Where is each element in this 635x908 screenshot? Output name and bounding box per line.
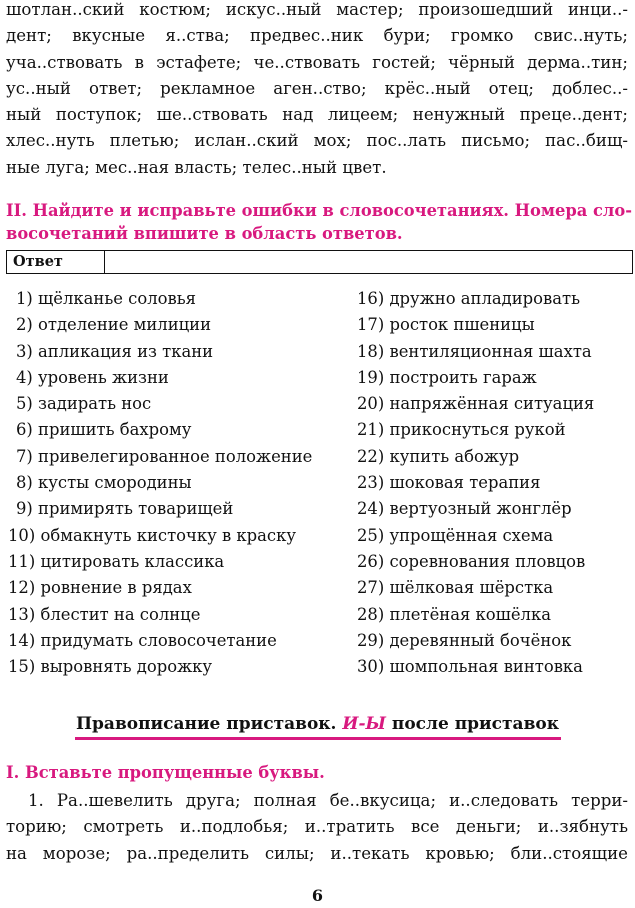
task-2-title (6, 199, 630, 245)
text-line: торию; смотреть и..подлобья; и..тратить все деньги; и..зябнуть (6, 817, 628, 837)
text-line: хлес..нуть плетью; ислан..ский мох; пос..лать письмо; пас..бищ- (6, 131, 628, 151)
list-item: 27) шёлковая шёрстка (357, 578, 554, 598)
list-item: 4) уровень жизни (16, 367, 169, 387)
list-item: 2) отделение милиции (16, 315, 212, 335)
list-item: 26) соревнования пловцов (357, 551, 586, 571)
list-item: 5) задирать нос (16, 394, 152, 414)
list-item: 12) ровнение в рядах (8, 578, 192, 598)
list-item: 19) построить гараж (357, 367, 537, 387)
list-item: 25) упрощённая схема (357, 525, 554, 545)
task-title-line: I. Вставьте пропущенные буквы. (6, 763, 325, 782)
section-heading-text: Правописание приставок. (75, 714, 337, 734)
heading-underline (75, 737, 561, 740)
section-heading-highlight: И-Ы (342, 714, 386, 734)
text-line: уча..ствовать в эстафете; че..ствовать гостей; чёрный дерма..тин; (6, 52, 628, 72)
list-item: 24) вертуозный жонглёр (357, 499, 572, 519)
task-title-line: II. Найдите и исправьте ошибки в словосочетаниях. Номера сло- (6, 201, 632, 220)
list-item: 7) привелегированное положение (16, 446, 313, 466)
list-item: 9) примирять товарищей (16, 499, 234, 519)
page-number: 6 (311, 886, 324, 905)
list-item: 11) цитировать классика (8, 551, 225, 571)
list-item: 22) купить абожур (357, 446, 520, 466)
list-item: 16) дружно апладировать (357, 289, 581, 308)
phrase-list-left (8, 286, 313, 680)
text-line: ные луга; мес..ная власть; телес..ный цвет. (6, 157, 387, 177)
intro-exercise-text (6, 0, 628, 181)
task-1-text (6, 788, 628, 867)
text-line: 1. Ра..шевелить друга; полная бе..вкусица; и..следовать терри- (28, 791, 628, 810)
list-item: 28) плетёная кошёлка (357, 604, 551, 624)
text-line: шотлан..ский костюм; искус..ный мастер; произошедший инци..- (6, 0, 628, 19)
list-item: 1) щёлканье соловья (16, 289, 196, 308)
text-line: дент; вкусные я..ства; предвес..ник бури; громко свис..нуть; (6, 26, 628, 46)
list-item: 20) напряжённая ситуация (357, 394, 595, 414)
list-item: 8) кусты смородины (16, 473, 192, 493)
list-item: 29) деревянный бочёнок (357, 630, 572, 650)
list-item: 17) росток пшеницы (357, 315, 535, 335)
answer-field[interactable] (105, 251, 632, 273)
list-item: 14) придумать словосочетание (8, 630, 277, 650)
answer-box (6, 250, 633, 274)
list-item: 13) блестит на солнце (8, 604, 201, 624)
task-1-title (6, 761, 630, 784)
list-item: 21) прикоснуться рукой (357, 420, 566, 440)
task-title-line: восочетаний впишите в область ответов. (6, 224, 403, 243)
text-line: ный поступок; ше..ствовать над лицеем; ненужный преце..дент; (6, 105, 628, 125)
phrase-list-right (357, 286, 594, 680)
list-item: 23) шоковая терапия (357, 473, 541, 493)
list-item: 15) выровнять дорожку (8, 657, 213, 677)
text-line: ус..ный ответ; рекламное аген..ство; крёс..ный отец; доблес..- (6, 78, 628, 98)
section-heading-text: после приставок (391, 714, 559, 734)
list-item: 18) вентиляционная шахта (357, 341, 592, 361)
list-item: 6) пришить бахрому (16, 420, 192, 440)
answer-label: Ответ (7, 251, 105, 273)
list-item: 30) шомпольная винтовка (357, 657, 583, 677)
list-item: 10) обмакнуть кисточку в краску (8, 525, 296, 545)
section-heading (0, 712, 635, 736)
list-item: 3) апликация из ткани (16, 341, 214, 361)
text-line: на морозе; ра..пределить силы; и..текать кровью; бли..стоящие (6, 843, 628, 863)
